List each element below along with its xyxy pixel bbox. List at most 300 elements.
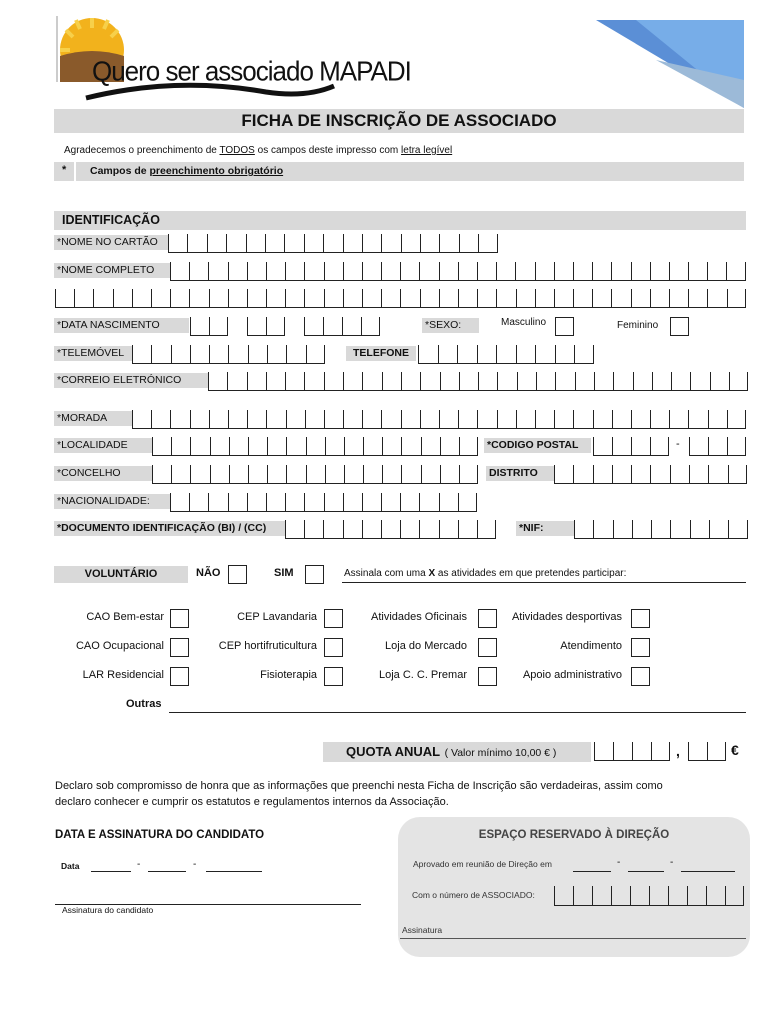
- direcao-data-ano[interactable]: [681, 871, 735, 872]
- char-box[interactable]: [535, 289, 554, 307]
- char-box[interactable]: [707, 262, 726, 280]
- char-box[interactable]: [496, 345, 516, 363]
- char-box[interactable]: [631, 437, 650, 455]
- char-box[interactable]: [325, 437, 344, 455]
- char-box[interactable]: [706, 886, 725, 905]
- char-box[interactable]: [362, 410, 381, 428]
- char-box[interactable]: [710, 372, 729, 390]
- char-box[interactable]: [401, 234, 420, 252]
- char-box[interactable]: [267, 465, 286, 483]
- char-box[interactable]: [324, 372, 343, 390]
- direcao-data-dia[interactable]: [573, 871, 611, 872]
- input-ano[interactable]: [304, 317, 380, 336]
- input-nome-completo-2[interactable]: [55, 289, 746, 308]
- char-box[interactable]: [151, 289, 170, 307]
- char-box[interactable]: [669, 289, 688, 307]
- char-box[interactable]: [478, 372, 497, 390]
- char-box[interactable]: [594, 742, 613, 760]
- char-box[interactable]: [266, 410, 285, 428]
- char-box[interactable]: [650, 465, 669, 483]
- input-codigo-postal-1[interactable]: [593, 437, 669, 456]
- char-box[interactable]: [286, 465, 305, 483]
- char-box[interactable]: [575, 372, 594, 390]
- char-box[interactable]: [248, 465, 267, 483]
- char-box[interactable]: [573, 289, 592, 307]
- char-box[interactable]: [304, 234, 323, 252]
- char-box[interactable]: [400, 289, 419, 307]
- char-box[interactable]: [671, 372, 690, 390]
- char-box[interactable]: [382, 372, 401, 390]
- char-box[interactable]: [418, 345, 438, 363]
- char-box[interactable]: [421, 437, 440, 455]
- char-box[interactable]: [459, 465, 478, 483]
- direcao-data-mes[interactable]: [628, 871, 664, 872]
- char-box[interactable]: [190, 410, 209, 428]
- char-box[interactable]: [727, 289, 746, 307]
- char-box[interactable]: [516, 289, 535, 307]
- char-box[interactable]: [209, 410, 228, 428]
- char-box[interactable]: [669, 262, 688, 280]
- char-box[interactable]: [439, 493, 458, 511]
- char-box[interactable]: [593, 437, 612, 455]
- input-codigo-postal-2[interactable]: [689, 437, 746, 456]
- char-box[interactable]: [554, 886, 573, 905]
- char-box[interactable]: [343, 234, 362, 252]
- checkbox-atividades-desportivas[interactable]: [631, 609, 650, 628]
- char-box[interactable]: [687, 886, 706, 905]
- input-mes[interactable]: [247, 317, 285, 336]
- char-box[interactable]: [477, 410, 496, 428]
- char-box[interactable]: [612, 410, 631, 428]
- char-box[interactable]: [171, 437, 190, 455]
- char-box[interactable]: [74, 289, 93, 307]
- char-box[interactable]: [419, 520, 438, 538]
- char-box[interactable]: [400, 520, 419, 538]
- char-box[interactable]: [247, 317, 266, 335]
- char-box[interactable]: [363, 437, 382, 455]
- char-box[interactable]: [668, 886, 687, 905]
- char-box[interactable]: [709, 520, 728, 538]
- char-box[interactable]: [650, 437, 669, 455]
- char-box[interactable]: [554, 289, 573, 307]
- char-box[interactable]: [382, 465, 401, 483]
- char-box[interactable]: [459, 372, 478, 390]
- char-box[interactable]: [401, 372, 420, 390]
- char-box[interactable]: [323, 234, 342, 252]
- char-box[interactable]: [651, 520, 670, 538]
- char-box[interactable]: [439, 262, 458, 280]
- char-box[interactable]: [516, 345, 536, 363]
- char-box[interactable]: [209, 317, 228, 335]
- char-box[interactable]: [457, 345, 477, 363]
- checkbox-masculino[interactable]: [555, 317, 574, 336]
- checkbox-apoio-administrativo[interactable]: [631, 667, 650, 686]
- char-box[interactable]: [574, 345, 594, 363]
- checkbox-atividades-oficinais[interactable]: [478, 609, 497, 628]
- char-box[interactable]: [420, 372, 439, 390]
- char-box[interactable]: [190, 317, 209, 335]
- char-box[interactable]: [613, 372, 632, 390]
- char-box[interactable]: [726, 262, 745, 280]
- char-box[interactable]: [650, 262, 669, 280]
- char-box[interactable]: [171, 345, 190, 363]
- char-box[interactable]: [728, 520, 747, 538]
- char-box[interactable]: [247, 289, 266, 307]
- char-box[interactable]: [55, 289, 74, 307]
- char-box[interactable]: [323, 317, 342, 335]
- char-box[interactable]: [573, 886, 592, 905]
- char-box[interactable]: [304, 317, 323, 335]
- char-box[interactable]: [286, 437, 305, 455]
- direcao-signature-line[interactable]: [400, 938, 746, 939]
- char-box[interactable]: [727, 410, 746, 428]
- char-box[interactable]: [592, 886, 611, 905]
- input-dia[interactable]: [190, 317, 228, 336]
- checkbox-loja-premar[interactable]: [478, 667, 497, 686]
- checkbox-loja-mercado[interactable]: [478, 638, 497, 657]
- input-correio[interactable]: [208, 372, 748, 391]
- char-box[interactable]: [229, 437, 248, 455]
- checkbox-atendimento[interactable]: [631, 638, 650, 657]
- char-box[interactable]: [707, 289, 726, 307]
- char-box[interactable]: [226, 234, 245, 252]
- char-box[interactable]: [594, 372, 613, 390]
- char-box[interactable]: [286, 410, 305, 428]
- char-box[interactable]: [343, 410, 362, 428]
- char-box[interactable]: [170, 410, 189, 428]
- char-box[interactable]: [382, 437, 401, 455]
- char-box[interactable]: [248, 437, 267, 455]
- char-box[interactable]: [190, 437, 209, 455]
- char-box[interactable]: [266, 372, 285, 390]
- char-box[interactable]: [632, 742, 651, 760]
- char-box[interactable]: [611, 289, 630, 307]
- char-box[interactable]: [438, 345, 458, 363]
- input-documento[interactable]: [285, 520, 496, 539]
- input-numero-associado[interactable]: [554, 886, 744, 906]
- char-box[interactable]: [477, 262, 496, 280]
- char-box[interactable]: [381, 234, 400, 252]
- char-box[interactable]: [555, 345, 575, 363]
- char-box[interactable]: [323, 520, 342, 538]
- char-box[interactable]: [266, 262, 285, 280]
- char-box[interactable]: [343, 262, 362, 280]
- char-box[interactable]: [152, 465, 171, 483]
- char-box[interactable]: [342, 317, 361, 335]
- char-box[interactable]: [630, 886, 649, 905]
- char-box[interactable]: [151, 345, 170, 363]
- char-box[interactable]: [688, 262, 707, 280]
- char-box[interactable]: [708, 437, 727, 455]
- char-box[interactable]: [207, 234, 226, 252]
- checkbox-sim[interactable]: [305, 565, 324, 584]
- char-box[interactable]: [554, 262, 573, 280]
- checkbox-cep-hortifruticultura[interactable]: [324, 638, 343, 657]
- char-box[interactable]: [306, 345, 325, 363]
- char-box[interactable]: [343, 289, 362, 307]
- char-box[interactable]: [324, 410, 343, 428]
- char-box[interactable]: [304, 372, 323, 390]
- input-telefone[interactable]: [418, 345, 594, 364]
- char-box[interactable]: [535, 345, 555, 363]
- char-box[interactable]: [592, 289, 611, 307]
- char-box[interactable]: [573, 262, 592, 280]
- char-box[interactable]: [228, 345, 247, 363]
- char-box[interactable]: [266, 493, 285, 511]
- char-box[interactable]: [151, 410, 170, 428]
- char-box[interactable]: [306, 437, 325, 455]
- char-box[interactable]: [362, 289, 381, 307]
- char-box[interactable]: [247, 262, 266, 280]
- char-box[interactable]: [707, 742, 726, 760]
- char-box[interactable]: [305, 410, 324, 428]
- char-box[interactable]: [649, 886, 668, 905]
- char-box[interactable]: [670, 520, 689, 538]
- input-quota-euros[interactable]: [594, 742, 670, 761]
- char-box[interactable]: [324, 289, 343, 307]
- input-nome-cartao[interactable]: [168, 234, 498, 253]
- char-box[interactable]: [113, 289, 132, 307]
- char-box[interactable]: [670, 465, 689, 483]
- char-box[interactable]: [592, 262, 611, 280]
- char-box[interactable]: [190, 465, 209, 483]
- char-box[interactable]: [400, 493, 419, 511]
- char-box[interactable]: [419, 493, 438, 511]
- char-box[interactable]: [669, 410, 688, 428]
- input-nome-completo-1[interactable]: [170, 262, 746, 281]
- char-box[interactable]: [324, 493, 343, 511]
- char-box[interactable]: [228, 410, 247, 428]
- char-box[interactable]: [593, 410, 612, 428]
- candidato-data-dia[interactable]: [91, 871, 131, 872]
- candidato-data-ano[interactable]: [206, 871, 262, 872]
- char-box[interactable]: [729, 372, 748, 390]
- char-box[interactable]: [285, 493, 304, 511]
- char-box[interactable]: [304, 289, 323, 307]
- char-box[interactable]: [593, 520, 612, 538]
- char-box[interactable]: [286, 345, 305, 363]
- char-box[interactable]: [248, 345, 267, 363]
- char-box[interactable]: [228, 262, 247, 280]
- char-box[interactable]: [421, 465, 440, 483]
- char-box[interactable]: [381, 493, 400, 511]
- char-box[interactable]: [93, 289, 112, 307]
- char-box[interactable]: [229, 465, 248, 483]
- char-box[interactable]: [285, 289, 304, 307]
- char-box[interactable]: [152, 437, 171, 455]
- char-box[interactable]: [267, 345, 286, 363]
- char-box[interactable]: [304, 520, 323, 538]
- char-box[interactable]: [228, 493, 247, 511]
- char-box[interactable]: [535, 410, 554, 428]
- char-box[interactable]: [401, 410, 420, 428]
- char-box[interactable]: [440, 437, 459, 455]
- char-box[interactable]: [478, 234, 497, 252]
- checkbox-nao[interactable]: [228, 565, 247, 584]
- char-box[interactable]: [285, 262, 304, 280]
- char-box[interactable]: [246, 234, 265, 252]
- char-box[interactable]: [517, 372, 536, 390]
- char-box[interactable]: [208, 493, 227, 511]
- char-box[interactable]: [168, 234, 187, 252]
- char-box[interactable]: [633, 372, 652, 390]
- char-box[interactable]: [381, 289, 400, 307]
- char-box[interactable]: [516, 410, 535, 428]
- char-box[interactable]: [267, 437, 286, 455]
- char-box[interactable]: [554, 410, 573, 428]
- char-box[interactable]: [170, 493, 189, 511]
- char-box[interactable]: [650, 410, 669, 428]
- input-nif[interactable]: [574, 520, 748, 539]
- checkbox-feminino[interactable]: [670, 317, 689, 336]
- input-quota-cents[interactable]: [688, 742, 726, 761]
- char-box[interactable]: [458, 493, 477, 511]
- char-box[interactable]: [631, 289, 650, 307]
- char-box[interactable]: [420, 234, 439, 252]
- char-box[interactable]: [362, 520, 381, 538]
- char-box[interactable]: [688, 742, 707, 760]
- char-box[interactable]: [554, 465, 573, 483]
- char-box[interactable]: [132, 410, 151, 428]
- char-box[interactable]: [132, 289, 151, 307]
- char-box[interactable]: [189, 493, 208, 511]
- char-box[interactable]: [651, 742, 670, 760]
- char-box[interactable]: [400, 262, 419, 280]
- char-box[interactable]: [497, 372, 516, 390]
- char-box[interactable]: [708, 410, 727, 428]
- char-box[interactable]: [612, 437, 631, 455]
- char-box[interactable]: [343, 372, 362, 390]
- char-box[interactable]: [189, 289, 208, 307]
- candidato-data-mes[interactable]: [148, 871, 186, 872]
- input-outras[interactable]: [169, 712, 746, 713]
- char-box[interactable]: [227, 372, 246, 390]
- char-box[interactable]: [381, 520, 400, 538]
- char-box[interactable]: [708, 465, 727, 483]
- char-box[interactable]: [361, 317, 380, 335]
- char-box[interactable]: [477, 520, 496, 538]
- checkbox-cao-ocupacional[interactable]: [170, 638, 189, 657]
- char-box[interactable]: [689, 465, 708, 483]
- char-box[interactable]: [208, 372, 227, 390]
- char-box[interactable]: [613, 742, 632, 760]
- char-box[interactable]: [344, 465, 363, 483]
- char-box[interactable]: [170, 289, 189, 307]
- char-box[interactable]: [458, 520, 477, 538]
- char-box[interactable]: [439, 234, 458, 252]
- input-localidade[interactable]: [152, 437, 478, 456]
- char-box[interactable]: [363, 465, 382, 483]
- char-box[interactable]: [285, 520, 304, 538]
- char-box[interactable]: [401, 465, 420, 483]
- char-box[interactable]: [497, 410, 516, 428]
- char-box[interactable]: [247, 372, 266, 390]
- char-box[interactable]: [631, 465, 650, 483]
- char-box[interactable]: [285, 372, 304, 390]
- char-box[interactable]: [631, 410, 650, 428]
- char-box[interactable]: [573, 410, 592, 428]
- char-box[interactable]: [612, 465, 631, 483]
- checkbox-fisioterapia[interactable]: [324, 667, 343, 686]
- char-box[interactable]: [440, 465, 459, 483]
- char-box[interactable]: [688, 410, 707, 428]
- char-box[interactable]: [210, 465, 229, 483]
- char-box[interactable]: [652, 372, 671, 390]
- char-box[interactable]: [555, 372, 574, 390]
- char-box[interactable]: [210, 437, 229, 455]
- char-box[interactable]: [631, 262, 650, 280]
- char-box[interactable]: [132, 345, 151, 363]
- char-box[interactable]: [228, 289, 247, 307]
- char-box[interactable]: [611, 886, 630, 905]
- char-box[interactable]: [515, 262, 534, 280]
- char-box[interactable]: [209, 289, 228, 307]
- char-box[interactable]: [344, 437, 363, 455]
- char-box[interactable]: [611, 262, 630, 280]
- char-box[interactable]: [420, 289, 439, 307]
- char-box[interactable]: [496, 262, 515, 280]
- char-box[interactable]: [439, 289, 458, 307]
- char-box[interactable]: [187, 234, 206, 252]
- char-box[interactable]: [477, 345, 497, 363]
- char-box[interactable]: [536, 372, 555, 390]
- char-box[interactable]: [613, 520, 632, 538]
- char-box[interactable]: [170, 262, 189, 280]
- char-box[interactable]: [284, 234, 303, 252]
- char-box[interactable]: [573, 465, 592, 483]
- char-box[interactable]: [247, 410, 266, 428]
- char-box[interactable]: [477, 289, 496, 307]
- char-box[interactable]: [419, 262, 438, 280]
- char-box[interactable]: [208, 262, 227, 280]
- input-telemovel[interactable]: [132, 345, 325, 364]
- input-concelho[interactable]: [152, 465, 478, 484]
- input-distrito[interactable]: [554, 465, 747, 484]
- char-box[interactable]: [689, 437, 708, 455]
- char-box[interactable]: [439, 410, 458, 428]
- char-box[interactable]: [459, 234, 478, 252]
- char-box[interactable]: [690, 520, 709, 538]
- input-nacionalidade[interactable]: [170, 493, 477, 512]
- char-box[interactable]: [171, 465, 190, 483]
- char-box[interactable]: [362, 372, 381, 390]
- char-box[interactable]: [362, 262, 381, 280]
- char-box[interactable]: [304, 493, 323, 511]
- char-box[interactable]: [728, 465, 747, 483]
- char-box[interactable]: [650, 289, 669, 307]
- char-box[interactable]: [266, 317, 285, 335]
- char-box[interactable]: [362, 234, 381, 252]
- char-box[interactable]: [688, 289, 707, 307]
- char-box[interactable]: [381, 410, 400, 428]
- char-box[interactable]: [593, 465, 612, 483]
- char-box[interactable]: [459, 437, 478, 455]
- char-box[interactable]: [324, 262, 343, 280]
- char-box[interactable]: [381, 262, 400, 280]
- char-box[interactable]: [306, 465, 325, 483]
- char-box[interactable]: [189, 262, 208, 280]
- char-box[interactable]: [440, 372, 459, 390]
- checkbox-cep-lavandaria[interactable]: [324, 609, 343, 628]
- char-box[interactable]: [420, 410, 439, 428]
- char-box[interactable]: [690, 372, 709, 390]
- char-box[interactable]: [725, 886, 744, 905]
- char-box[interactable]: [535, 262, 554, 280]
- char-box[interactable]: [458, 410, 477, 428]
- char-box[interactable]: [458, 289, 477, 307]
- char-box[interactable]: [247, 493, 266, 511]
- char-box[interactable]: [304, 262, 323, 280]
